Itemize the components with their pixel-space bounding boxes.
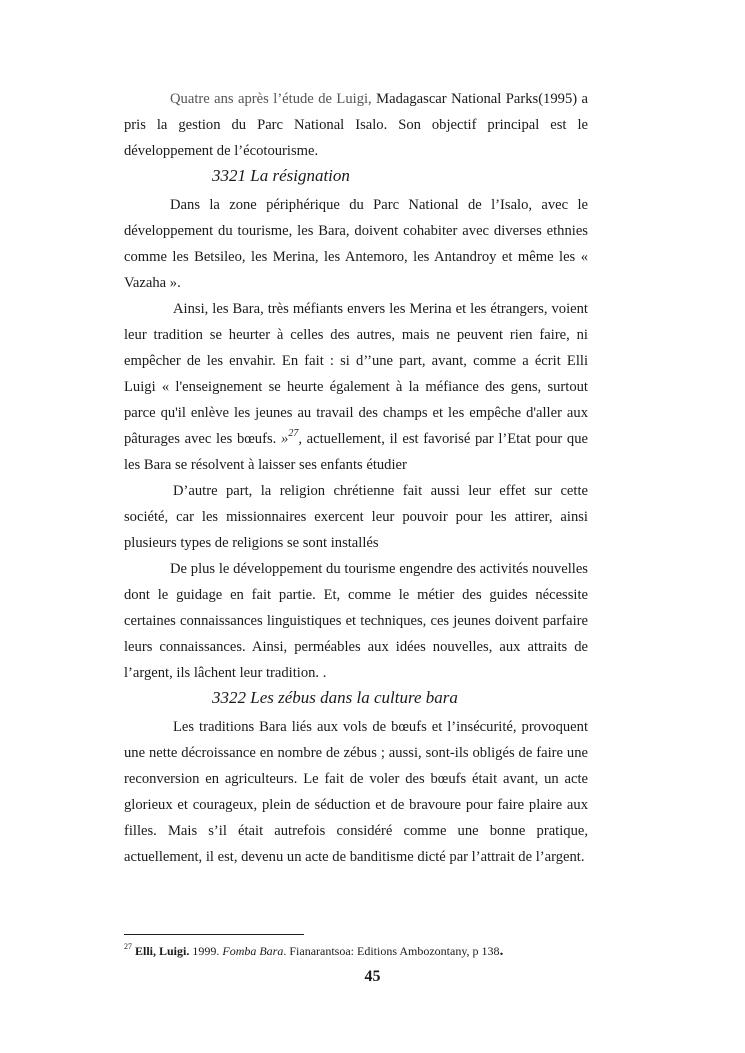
paragraph-text: Dans la zone périphérique du Parc National de l’Isalo, avec le développement du tourisme, les Bara, doivent cohabiter avec diverses ethnies comme les Betsileo, les Merina, les Antemoro, les Antandroy et même les « Vazaha ». — [124, 197, 588, 291]
footnote-author: Elli, Luigi. — [135, 944, 190, 958]
paragraph-tourism-guides — [124, 556, 588, 686]
paragraph-text-cont: actuellement, il est favorisé par l’Etat pour que les Bara se résolvent à laisser ses enfants étudier — [124, 431, 588, 473]
paragraph-bara-mistrust — [124, 296, 588, 478]
footnote-number: 27 — [124, 942, 132, 951]
page-number: 45 — [364, 968, 381, 985]
paragraph-text: Ainsi, les Bara, très méfiants envers les Merina et les étrangers, voient leur tradition se heurter à celles des autres, mais ne peuvent rien faire, ni empêcher de les envahir. En fait : si d’’une part, avant, comme a écrit Elli Luigi « l'enseignement se heurte également à la méfiance des gens, surtout parce qu'il enlève les jeunes au travail des champs et les empêche d'aller aux pâturages avec les bœufs. — [124, 301, 588, 447]
section-heading-zebus: 3322 Les zébus dans la culture bara — [212, 688, 458, 707]
paragraph-text: D’autre part, la religion chrétienne fait aussi leur effet sur cette société, car les missionnaires exercent leur pouvoir pour les attirer, ainsi plusieurs types de religions se sont installés — [124, 483, 588, 551]
paragraph-text: Les traditions Bara liés aux vols de bœufs et l’insécurité, provoquent une nette décroissance en nombre de zébus ; aussi, sont-ils obligés de faire une reconversion en agriculteurs. Le fait de voler des bœufs était avant, un acte glorieux et courageux, plein de séduction et de bravoure pour faire plaire aux filles. Mais s’il était autrefois considéré comme une bonne pratique, actuellement, il est, devenu un acte de banditisme dicté par l’attrait de l’argent. — [124, 719, 588, 865]
footnote-ref-comma: , — [298, 431, 302, 447]
paragraph-peripheral-zone — [124, 192, 588, 296]
paragraph-traditions — [124, 714, 588, 870]
section-heading-resignation: 3321 La résignation — [212, 166, 350, 185]
paragraph-intro — [124, 86, 588, 164]
footnote-publisher: . Fianarantsoa: Editions Ambozontany, p 138 — [283, 944, 500, 958]
paragraph-text: De plus le développement du tourisme engendre des activités nouvelles dont le guidage en fait partie. Et, comme le métier des guides nécessite certaines connaissances linguistiques et techniques, ces jeunes doivent parfaire leurs connaissances. Ainsi, perméables aux idées nouvelles, aux attraits de l’argent, ils lâchent leur tradition. . — [124, 561, 588, 681]
intro-rest: Madagascar National Parks(1995) a pris la gestion du Parc National Isalo. Son objectif principal est le développement de l’écotourisme. — [124, 91, 589, 159]
footnote-year: 1999. — [189, 944, 223, 958]
footnote-divider — [124, 934, 304, 935]
quote-close: » — [276, 431, 289, 447]
footnote — [124, 942, 594, 960]
paragraph-religion — [124, 478, 588, 556]
footnote-ref: 27 — [288, 428, 299, 440]
intro-lead: Quatre ans après l’étude de Luigi, — [170, 91, 372, 107]
footnote-title: Fomba Bara — [222, 944, 284, 958]
footnote-end: . — [499, 943, 504, 959]
